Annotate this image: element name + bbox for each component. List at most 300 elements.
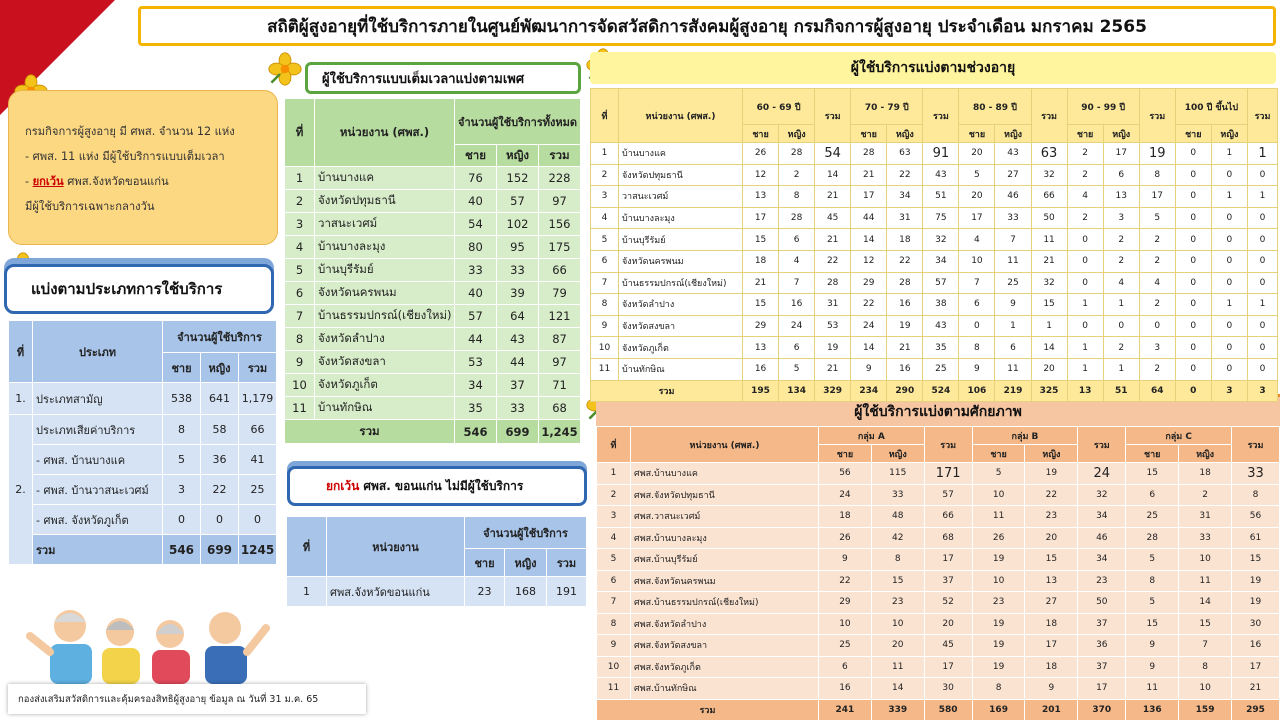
cell-total: 228 (539, 167, 581, 190)
cell-sum: 50 (1031, 207, 1067, 229)
table-row (285, 351, 581, 374)
table-row (597, 527, 1280, 549)
cell-value: 19 (887, 315, 923, 337)
cell-value: 31 (1179, 506, 1232, 528)
cell-sum: 2 (1139, 229, 1175, 251)
cell-total: 219 (995, 380, 1031, 402)
cell-value: 21 (887, 337, 923, 359)
table-row (285, 236, 581, 259)
cell-male: 76 (455, 167, 497, 190)
khonkaen-heading-text: ศพส. ขอนแก่น ไม่มีผู้ใช้บริการ (363, 478, 524, 493)
cell-value: 0 (1175, 315, 1211, 337)
cell-value: 42 (871, 527, 924, 549)
cell-male: 53 (455, 351, 497, 374)
cell-sum: 43 (923, 315, 959, 337)
cell-value: 28 (887, 272, 923, 294)
cell-name: จังหวัดปทุมธานี (315, 190, 455, 213)
table-row (591, 143, 1278, 165)
cell-sum: 2 (1139, 358, 1175, 380)
cell-value: 0 (1211, 207, 1247, 229)
cell-value: 1 (1067, 358, 1103, 380)
table-row (597, 656, 1280, 678)
th-male: ชาย (455, 145, 497, 167)
cell-name: จังหวัดนครพนม (315, 282, 455, 305)
cell-value: 7 (995, 229, 1031, 251)
cell-female: 58 (201, 415, 239, 445)
cell-sum: 75 (923, 207, 959, 229)
info-line-3 (25, 169, 267, 194)
cell-sum: 63 (1031, 143, 1067, 165)
cell-name: - ศพส. บ้านบางแค (33, 445, 163, 475)
th-male: ชาย (1126, 445, 1179, 463)
cell-value: 2 (1179, 484, 1232, 506)
cell-total: 121 (539, 305, 581, 328)
cell-female: 37 (497, 374, 539, 397)
cell-total: 136 (1126, 699, 1179, 720)
cell-no: 4 (597, 527, 631, 549)
cell-value: 14 (1179, 592, 1232, 614)
cell-sum: 32 (923, 229, 959, 251)
cell-value: 23 (871, 592, 924, 614)
table-row (591, 164, 1278, 186)
age-table (590, 88, 1278, 402)
cell-value: 14 (871, 678, 924, 700)
cell-sum: 23 (1078, 570, 1126, 592)
cell-total: 1245 (239, 535, 277, 565)
cell-name: บ้านบุรีรัมย์ (315, 259, 455, 282)
table-row (285, 397, 581, 420)
cell-male: 3 (163, 475, 201, 505)
cell-total: 580 (924, 699, 972, 720)
table-row (285, 305, 581, 328)
cell-sum: 21 (815, 229, 851, 251)
type-table (8, 320, 277, 565)
th-male: ชาย (959, 125, 995, 143)
cell-value: 10 (959, 250, 995, 272)
cell-male: 546 (455, 420, 497, 444)
th-group: 90 - 99 ปี (1067, 89, 1139, 125)
cell-sum: 0 (1248, 315, 1278, 337)
cell-male: 8 (163, 415, 201, 445)
cell-name: บ้านบางละมุง (315, 236, 455, 259)
cell-total: 201 (1025, 699, 1078, 720)
cell-value: 2 (779, 164, 815, 186)
cell-total: 64 (1139, 380, 1175, 402)
cell-sum: 21 (815, 358, 851, 380)
cell-name: ศพส.จังหวัดสงขลา (631, 635, 819, 657)
table-row (9, 505, 277, 535)
table-row (597, 484, 1280, 506)
cell-sum: 0 (1248, 250, 1278, 272)
cell-sum: 54 (815, 143, 851, 165)
cell-total-label: รวม (33, 535, 163, 565)
table-row (591, 272, 1278, 294)
cell-value: 28 (779, 143, 815, 165)
th-no: ที่ (9, 321, 33, 383)
cell-sum: 17 (924, 549, 972, 571)
cell-value: 0 (1211, 250, 1247, 272)
th-count: จำนวนผู้ใช้บริการทั้งหมด (455, 99, 581, 145)
cell-name: จังหวัดสงขลา (619, 315, 743, 337)
cell-sum: 22 (815, 250, 851, 272)
cell-no: 10 (591, 337, 619, 359)
cell-value: 3 (1103, 207, 1139, 229)
cell-male: 33 (455, 259, 497, 282)
cell-name: จังหวัดสงขลา (315, 351, 455, 374)
cell-female: 699 (201, 535, 239, 565)
th-male: ชาย (743, 125, 779, 143)
cell-sum: 1 (1248, 143, 1278, 165)
cell-sum: 30 (924, 678, 972, 700)
cell-value: 16 (743, 358, 779, 380)
table-row (285, 328, 581, 351)
cell-value: 11 (1179, 570, 1232, 592)
th-total: รวม (539, 145, 581, 167)
cell-male: 40 (455, 282, 497, 305)
cell-sum: 14 (1031, 337, 1067, 359)
cell-total: 191 (547, 577, 587, 607)
cell-total: 370 (1078, 699, 1126, 720)
table-row (591, 250, 1278, 272)
flower-icon (268, 52, 302, 86)
cell-value: 44 (851, 207, 887, 229)
gender-table (284, 98, 581, 444)
th-group: กลุ่ม C (1126, 427, 1232, 445)
table-row (597, 549, 1280, 571)
cell-female: 33 (497, 259, 539, 282)
cell-female: 39 (497, 282, 539, 305)
th-no: ที่ (591, 89, 619, 143)
cell-value: 0 (1067, 315, 1103, 337)
cell-total-label: รวม (597, 699, 819, 720)
cell-male: 23 (465, 577, 505, 607)
cell-sum: 53 (815, 315, 851, 337)
cell-sum: 4 (1139, 272, 1175, 294)
th-unit: หน่วยงาน (ศพส.) (619, 89, 743, 143)
cell-value: 17 (1103, 143, 1139, 165)
cell-total: 106 (959, 380, 995, 402)
cell-value: 115 (871, 463, 924, 485)
cell-value: 0 (1211, 229, 1247, 251)
table-row (9, 445, 277, 475)
cell-sum: 38 (923, 294, 959, 316)
cell-value: 5 (1126, 549, 1179, 571)
table-row (285, 259, 581, 282)
cell-no: 7 (591, 272, 619, 294)
cell-value: 4 (1103, 272, 1139, 294)
cell-name: วาสนะเวศม์ (315, 213, 455, 236)
cell-value: 46 (995, 186, 1031, 208)
cell-value: 25 (995, 272, 1031, 294)
cell-value: 56 (819, 463, 872, 485)
cell-value: 11 (995, 250, 1031, 272)
cell-value: 9 (819, 549, 872, 571)
cell-value: 29 (819, 592, 872, 614)
cell-value: 0 (1175, 143, 1211, 165)
cell-value: 48 (871, 506, 924, 528)
cell-value: 0 (1211, 315, 1247, 337)
th-male: ชาย (465, 549, 505, 577)
cell-value: 29 (743, 315, 779, 337)
cell-name: จังหวัดลำปาง (619, 294, 743, 316)
cell-male: 34 (455, 374, 497, 397)
cell-sum: 57 (924, 484, 972, 506)
table-row (285, 213, 581, 236)
cell-value: 33 (995, 207, 1031, 229)
info-line-3-prefix: - (25, 175, 33, 188)
page-title: สถิติผู้สูงอายุที่ใช้บริการภายในศูนย์พัฒนาการจัดสวัสดิการสังคมผู้สูงอายุ กรมกิจการผู้สูงอายุ ประจำเดือน มกราคม 2565 (138, 6, 1276, 46)
cell-value: 6 (959, 294, 995, 316)
cell-no: 9 (597, 635, 631, 657)
cell-female: 95 (497, 236, 539, 259)
cell-value: 19 (972, 549, 1025, 571)
cell-value: 22 (887, 164, 923, 186)
cell-value: 0 (959, 315, 995, 337)
khonkaen-except: ยกเว้น (326, 478, 360, 493)
cell-name: จังหวัดภูเก็ต (619, 337, 743, 359)
cell-no: 10 (597, 656, 631, 678)
th-female: หญิง (1103, 125, 1139, 143)
cell-value: 21 (851, 164, 887, 186)
cell-value: 17 (743, 207, 779, 229)
cell-total: 1,245 (539, 420, 581, 444)
cell-value: 9 (995, 294, 1031, 316)
cell-value: 6 (995, 337, 1031, 359)
cell-total: 79 (539, 282, 581, 305)
cell-name: - ศพส. จังหวัดภูเก็ต (33, 505, 163, 535)
cell-female: 699 (497, 420, 539, 444)
cell-total: 195 (743, 380, 779, 402)
cell-value: 18 (1025, 656, 1078, 678)
table-row (597, 506, 1280, 528)
cell-sum: 34 (1078, 549, 1126, 571)
cell-value: 31 (887, 207, 923, 229)
cell-value: 7 (959, 272, 995, 294)
cell-name: บ้านทักษิณ (619, 358, 743, 380)
th-sum: รวม (1139, 89, 1175, 143)
cell-value: 11 (995, 358, 1031, 380)
gender-heading: ผู้ใช้บริการแบบเต็มเวลาแบ่งตามเพศ (305, 62, 581, 94)
table-row (285, 282, 581, 305)
cell-value: 13 (1025, 570, 1078, 592)
table-row (591, 315, 1278, 337)
cell-total: 3 (1248, 380, 1278, 402)
cell-value: 28 (779, 207, 815, 229)
cell-value: 2 (1067, 207, 1103, 229)
cell-sum: 45 (924, 635, 972, 657)
cell-no: 4 (285, 236, 315, 259)
cell-sum: 1 (1248, 294, 1278, 316)
cell-sum: 43 (923, 164, 959, 186)
cell-total: 68 (539, 397, 581, 420)
cell-sum: 24 (1078, 463, 1126, 485)
cell-name: ศพส.จังหวัดขอนแก่น (327, 577, 465, 607)
cell-name: บ้านทักษิณ (315, 397, 455, 420)
cell-value: 15 (743, 229, 779, 251)
cell-value: 7 (779, 272, 815, 294)
cell-no: 8 (597, 613, 631, 635)
cell-value: 0 (1175, 358, 1211, 380)
cell-sum: 66 (1031, 186, 1067, 208)
cell-name: จังหวัดปทุมธานี (619, 164, 743, 186)
th-female: หญิง (1211, 125, 1247, 143)
cell-sum: 19 (1139, 143, 1175, 165)
cell-sum: 36 (1078, 635, 1126, 657)
cell-total: 290 (887, 380, 923, 402)
cell-value: 6 (779, 229, 815, 251)
cell-value: 6 (1103, 164, 1139, 186)
cell-name: ประเภทสามัญ (33, 383, 163, 415)
cell-sum: 32 (1031, 164, 1067, 186)
table-row (597, 463, 1280, 485)
cell-sum: 19 (1232, 570, 1280, 592)
cell-value: 29 (851, 272, 887, 294)
cell-name: ศพส.บ้านบุรีรัมย์ (631, 549, 819, 571)
cell-no: 7 (597, 592, 631, 614)
cell-value: 14 (851, 337, 887, 359)
cell-value: 20 (871, 635, 924, 657)
khonkaen-table (286, 516, 587, 607)
cell-sum: 17 (1232, 656, 1280, 678)
cell-value: 23 (972, 592, 1025, 614)
cell-no: 4 (591, 207, 619, 229)
cell-name: บ้านบางละมุง (619, 207, 743, 229)
cell-value: 15 (1179, 613, 1232, 635)
cell-sum: 57 (923, 272, 959, 294)
table-row (287, 577, 587, 607)
cell-value: 10 (871, 613, 924, 635)
cell-value: 9 (1126, 656, 1179, 678)
cell-no: 2 (597, 484, 631, 506)
cell-value: 11 (972, 506, 1025, 528)
cell-total: 169 (972, 699, 1025, 720)
cell-value: 9 (851, 358, 887, 380)
cell-female: 0 (201, 505, 239, 535)
cell-value: 1 (1067, 294, 1103, 316)
cell-sum: 31 (815, 294, 851, 316)
cell-total: 0 (1175, 380, 1211, 402)
cell-sum: 171 (924, 463, 972, 485)
table-row (591, 337, 1278, 359)
cell-total: 71 (539, 374, 581, 397)
cell-total: 1,179 (239, 383, 277, 415)
cell-no: 1 (591, 143, 619, 165)
cell-value: 28 (851, 143, 887, 165)
total-row (285, 420, 581, 444)
cell-name: ศพส.จังหวัดปทุมธานี (631, 484, 819, 506)
cell-sum: 20 (924, 613, 972, 635)
th-group: กลุ่ม A (819, 427, 925, 445)
cell-value: 9 (959, 358, 995, 380)
cell-male: 54 (455, 213, 497, 236)
cell-value: 15 (1126, 613, 1179, 635)
cell-value: 19 (972, 656, 1025, 678)
cell-sum: 8 (1139, 164, 1175, 186)
cell-total: 339 (871, 699, 924, 720)
th-female: หญิง (201, 353, 239, 383)
cell-value: 26 (819, 527, 872, 549)
cell-value: 8 (871, 549, 924, 571)
cell-value: 20 (959, 143, 995, 165)
cell-sum: 2 (1139, 294, 1175, 316)
th-male: ชาย (972, 445, 1025, 463)
cell-value: 6 (819, 656, 872, 678)
th-count: จำนวนผู้ใช้บริการ (465, 517, 587, 549)
cell-no: 1. (9, 383, 33, 415)
cell-sum: 11 (1031, 229, 1067, 251)
cell-name: ศพส.จังหวัดลำปาง (631, 613, 819, 635)
cell-value: 0 (1067, 229, 1103, 251)
cell-no: 5 (591, 229, 619, 251)
cell-value: 12 (851, 250, 887, 272)
cell-value: 9 (1126, 635, 1179, 657)
cell-total: 175 (539, 236, 581, 259)
cell-value: 22 (851, 294, 887, 316)
cell-sum: 17 (1078, 678, 1126, 700)
cell-sum: 8 (1232, 484, 1280, 506)
cell-value: 0 (1211, 337, 1247, 359)
cell-value: 1 (1067, 337, 1103, 359)
table-row (591, 229, 1278, 251)
cell-value: 15 (1126, 463, 1179, 485)
cell-value: 22 (887, 250, 923, 272)
cell-name: ศพส.บ้านทักษิณ (631, 678, 819, 700)
cell-total: 66 (239, 415, 277, 445)
cell-value: 1 (1211, 186, 1247, 208)
th-unit: หน่วยงาน (ศพส.) (315, 99, 455, 167)
cell-no: 2 (591, 164, 619, 186)
cell-sum: 21 (1031, 250, 1067, 272)
cell-value: 0 (1067, 250, 1103, 272)
cell-name: ศพส.บ้านบางละมุง (631, 527, 819, 549)
cell-value: 1 (1211, 294, 1247, 316)
cell-sum: 1 (1031, 315, 1067, 337)
table-row (591, 186, 1278, 208)
cell-value: 24 (819, 484, 872, 506)
th-sum: รวม (815, 89, 851, 143)
cell-total: 234 (851, 380, 887, 402)
cell-female: 152 (497, 167, 539, 190)
cell-sum: 56 (1232, 506, 1280, 528)
cell-female: 641 (201, 383, 239, 415)
table-row (597, 635, 1280, 657)
cell-sum: 37 (924, 570, 972, 592)
th-total: รวม (547, 549, 587, 577)
cell-value: 8 (1126, 570, 1179, 592)
table-row (285, 190, 581, 213)
th-sum: รวม (1031, 89, 1067, 143)
th-female: หญิง (887, 125, 923, 143)
cell-sum: 32 (1078, 484, 1126, 506)
cell-name: จังหวัดลำปาง (315, 328, 455, 351)
cell-total: 156 (539, 213, 581, 236)
cell-name: จังหวัดนครพนม (619, 250, 743, 272)
cell-value: 22 (1025, 484, 1078, 506)
cell-value: 18 (887, 229, 923, 251)
cell-value: 15 (1025, 549, 1078, 571)
total-row (591, 380, 1278, 402)
table-row (597, 592, 1280, 614)
cell-value: 7 (1179, 635, 1232, 657)
cell-sum: 0 (1248, 207, 1278, 229)
cell-no: 6 (285, 282, 315, 305)
table-row (9, 475, 277, 505)
cell-value: 8 (959, 337, 995, 359)
cell-sum: 17 (924, 656, 972, 678)
cell-value: 43 (995, 143, 1031, 165)
cell-value: 10 (1179, 549, 1232, 571)
cell-sum: 51 (923, 186, 959, 208)
